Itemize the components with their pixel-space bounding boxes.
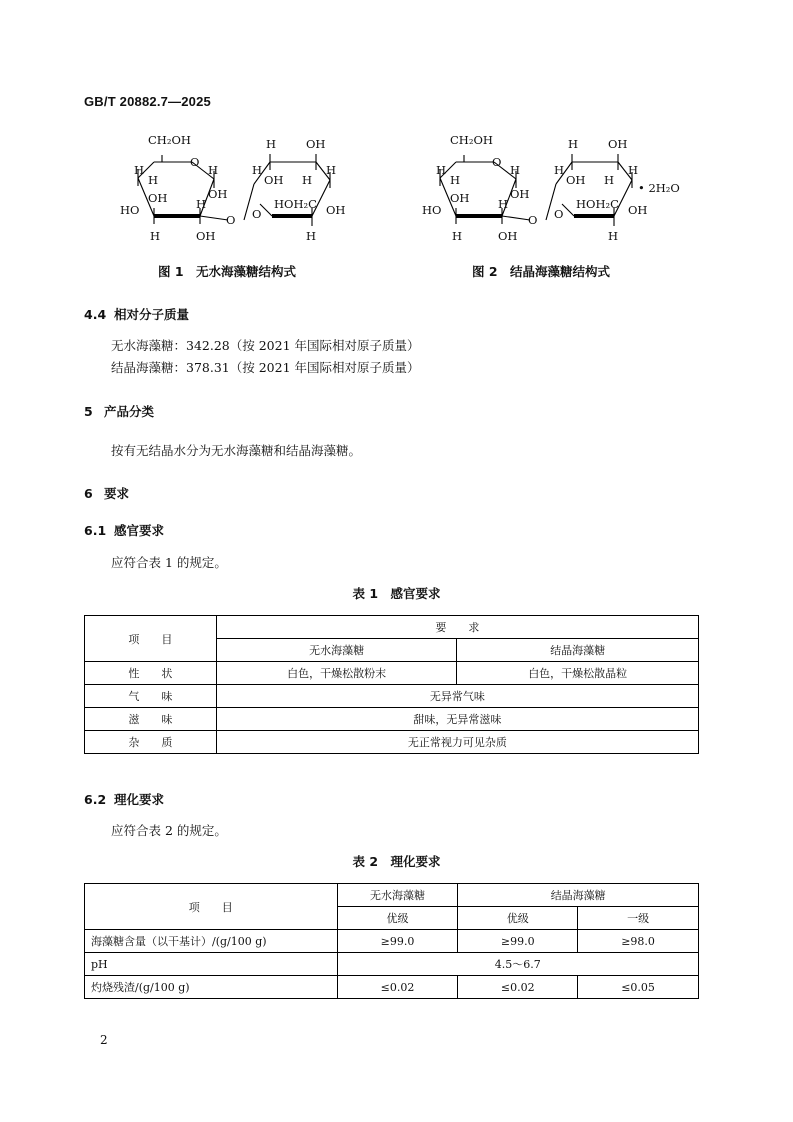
label-h: H xyxy=(568,137,579,151)
label-h: H xyxy=(510,163,521,177)
cell-value: 无正常视力可见杂质 xyxy=(216,731,698,754)
header-item: 项 目 xyxy=(85,616,217,662)
section-number: 6.1 xyxy=(84,523,107,538)
section-number: 5 xyxy=(84,404,93,419)
table-row xyxy=(85,685,699,708)
header-item: 项 目 xyxy=(85,884,338,930)
table-row xyxy=(85,976,699,999)
label-water: • 2H₂O xyxy=(638,181,680,195)
section-5-heading xyxy=(84,402,154,420)
cell-value: 甜味，无异常滋味 xyxy=(216,708,698,731)
section-6-1-heading xyxy=(84,521,164,539)
table-row xyxy=(85,616,699,639)
paragraph-mw-anhydrous: 无水海藻糖：342.28（按 2021 年国际相对原子质量） xyxy=(111,338,420,353)
section-number: 4.4 xyxy=(84,307,107,322)
header-anhydrous: 无水海藻糖 xyxy=(216,639,457,662)
table-row xyxy=(85,953,699,976)
cell-value: ≥99.0 xyxy=(337,930,458,953)
label-oh: OH xyxy=(608,137,628,151)
label-h: H xyxy=(326,163,337,177)
cell-value: ≤0.05 xyxy=(578,976,699,999)
label-h: H xyxy=(252,163,263,177)
label-h: H xyxy=(450,173,461,187)
label-h: H xyxy=(134,163,145,177)
section-6-heading xyxy=(84,484,129,502)
structure-figure-1 xyxy=(118,122,358,254)
header-anhydrous: 无水海藻糖 xyxy=(337,884,458,907)
label-h: H xyxy=(554,163,565,177)
section-title: 相对分子质量 xyxy=(114,307,190,322)
label-h: H xyxy=(628,163,639,177)
label-bridge-o: O xyxy=(226,213,236,227)
label-oh: OH xyxy=(306,137,326,151)
label-oh: OH xyxy=(196,229,216,243)
label-h: H xyxy=(306,229,317,243)
label-h: H xyxy=(208,163,219,177)
label-h: H xyxy=(604,173,615,187)
header-crystal: 结晶海藻糖 xyxy=(458,884,699,907)
label-h: H xyxy=(148,173,159,187)
header-grade-premium: 优级 xyxy=(458,907,578,930)
section-title: 要求 xyxy=(104,486,130,501)
header-grade-premium: 优级 xyxy=(337,907,458,930)
label-h: H xyxy=(436,163,447,177)
label-hoh2c: HOH₂C xyxy=(576,197,619,211)
cell-value: ≤0.02 xyxy=(337,976,458,999)
table-row xyxy=(85,930,699,953)
section-4-4-heading xyxy=(84,305,189,323)
figure-1-caption: 图 1 无水海藻糖结构式 xyxy=(158,264,297,279)
label-ring-o: O xyxy=(554,207,564,221)
label-oh: OH xyxy=(450,191,470,205)
label-h: H xyxy=(196,197,207,211)
row-label: 杂 质 xyxy=(85,731,217,754)
paragraph-mw-crystal: 结晶海藻糖：378.31（按 2021 年国际相对原子质量） xyxy=(111,360,420,375)
cell-value: ≥98.0 xyxy=(578,930,699,953)
label-h: H xyxy=(150,229,161,243)
paragraph-classification: 按有无结晶水分为无水海藻糖和结晶海藻糖。 xyxy=(111,443,362,458)
section-title: 理化要求 xyxy=(114,792,165,807)
label-h: H xyxy=(498,197,509,211)
section-title: 感官要求 xyxy=(114,523,165,538)
label-ring-o: O xyxy=(190,155,200,169)
cell-value: 白色，干燥松散晶粒 xyxy=(457,662,699,685)
label-h: H xyxy=(266,137,277,151)
label-h: H xyxy=(452,229,463,243)
label-ch2oh: CH₂OH xyxy=(148,133,191,147)
cell-value: 4.5～6.7 xyxy=(337,953,698,976)
header-grade-first: 一级 xyxy=(578,907,699,930)
table-1-caption: 表 1 感官要求 xyxy=(352,586,441,601)
cell-value: ≤0.02 xyxy=(458,976,578,999)
label-oh: OH xyxy=(628,203,648,217)
label-oh: OH xyxy=(264,173,284,187)
label-bridge-o: O xyxy=(528,213,538,227)
row-label: pH xyxy=(85,953,338,976)
label-ho: HO xyxy=(120,203,140,217)
label-ring-o: O xyxy=(252,207,262,221)
paragraph-table2-ref: 应符合表 2 的规定。 xyxy=(111,823,227,838)
row-label: 海藻糖含量（以干基计）/(g/100 g) xyxy=(85,930,338,953)
label-oh: OH xyxy=(326,203,346,217)
section-number: 6 xyxy=(84,486,93,501)
structure-figure-2 xyxy=(420,122,700,254)
table-row xyxy=(85,731,699,754)
label-ch2oh: CH₂OH xyxy=(450,133,493,147)
row-label: 灼烧残渣/(g/100 g) xyxy=(85,976,338,999)
header-requirement: 要 求 xyxy=(216,616,698,639)
cell-value: 无异常气味 xyxy=(216,685,698,708)
label-hoh2c: HOH₂C xyxy=(274,197,317,211)
row-label: 气 味 xyxy=(85,685,217,708)
label-h: H xyxy=(608,229,619,243)
page-number: 2 xyxy=(100,1033,108,1047)
table-row xyxy=(85,884,699,907)
label-h: H xyxy=(302,173,313,187)
paragraph-table1-ref: 应符合表 1 的规定。 xyxy=(111,555,227,570)
label-oh: OH xyxy=(498,229,518,243)
cell-value: ≥99.0 xyxy=(458,930,578,953)
row-label: 性 状 xyxy=(85,662,217,685)
table-2-caption: 表 2 理化要求 xyxy=(352,854,441,869)
figure-2-caption: 图 2 结晶海藻糖结构式 xyxy=(472,264,611,279)
section-6-2-heading xyxy=(84,790,164,808)
standard-number: GB/T 20882.7—2025 xyxy=(84,94,211,109)
header-crystal: 结晶海藻糖 xyxy=(457,639,699,662)
table-sensory-requirements xyxy=(84,615,699,754)
label-oh: OH xyxy=(510,187,530,201)
table-physicochemical-requirements xyxy=(84,883,699,999)
label-oh: OH xyxy=(566,173,586,187)
label-ho: HO xyxy=(422,203,442,217)
label-ring-o: O xyxy=(492,155,502,169)
row-label: 滋 味 xyxy=(85,708,217,731)
label-oh: OH xyxy=(148,191,168,205)
section-number: 6.2 xyxy=(84,792,107,807)
table-row xyxy=(85,662,699,685)
table-row xyxy=(85,708,699,731)
cell-value: 白色，干燥松散粉末 xyxy=(216,662,457,685)
section-title: 产品分类 xyxy=(104,404,155,419)
label-oh: OH xyxy=(208,187,228,201)
